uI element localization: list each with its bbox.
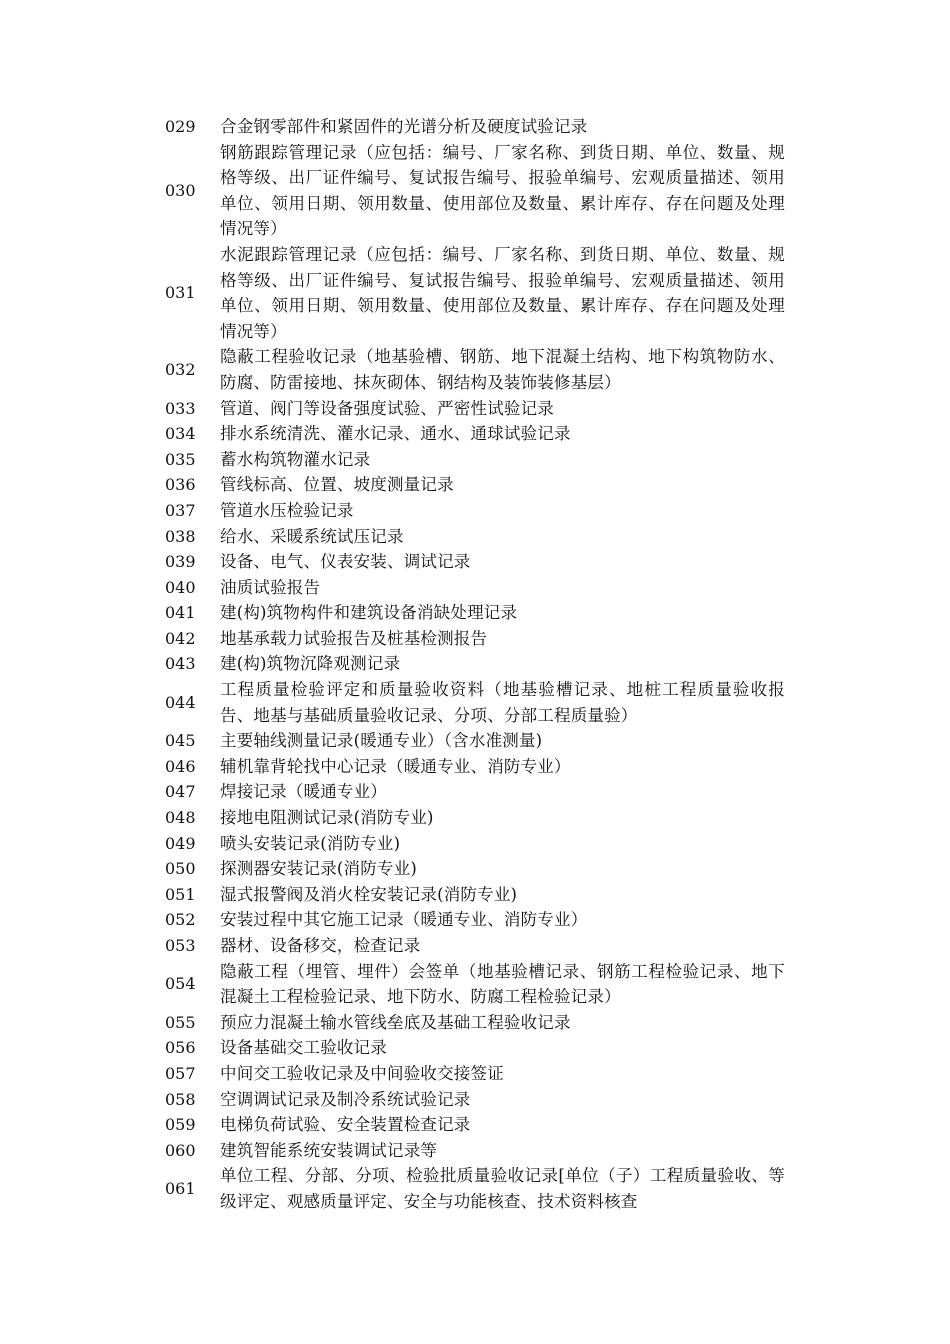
item-number: 046 — [165, 756, 196, 776]
item-number: 057 — [165, 1063, 196, 1083]
list-item — [165, 728, 805, 754]
item-text: 工程质量检验评定和质量验收资料（地基验槽记录、地桩工程质量验收报告、地基与基础质量验收记录、分项、分部工程质量验） — [220, 680, 785, 725]
item-number: 042 — [165, 628, 196, 648]
item-number: 045 — [165, 731, 196, 751]
item-number: 059 — [165, 1115, 196, 1135]
item-number: 035 — [165, 449, 196, 469]
item-number: 050 — [165, 859, 196, 879]
item-text: 建(构)筑物构件和建筑设备消缺处理记录 — [220, 603, 518, 623]
list-item — [165, 344, 805, 395]
item-text: 主要轴线测量记录(暖通专业）（含水准测量) — [220, 731, 543, 751]
item-text: 管线标高、位置、坡度测量记录 — [220, 475, 454, 495]
list-item — [165, 600, 805, 626]
list-item — [165, 805, 805, 831]
item-text: 隐蔽工程验收记录（地基验槽、钢筋、地下混凝土结构、地下构筑物防水、防腐、防雷接地、抹灰砌体、钢结构及装饰装修基层） — [220, 347, 785, 392]
item-number: 037 — [165, 500, 196, 520]
list-item — [165, 498, 805, 524]
item-text: 空调调试记录及制冷系统试验记录 — [220, 1089, 471, 1109]
item-text: 排水系统清洗、灌水记录、通水、通球试验记录 — [220, 424, 571, 444]
list-item — [165, 524, 805, 550]
list-item — [165, 472, 805, 498]
list-item — [165, 114, 805, 140]
item-number: 061 — [165, 1179, 196, 1199]
item-number: 053 — [165, 936, 196, 955]
list-item — [165, 421, 805, 447]
item-text: 喷头安装记录(消防专业) — [220, 833, 401, 853]
item-text: 钢筋跟踪管理记录（应包括：编号、厂家名称、到货日期、单位、数量、规格等级、出厂证件编号、复试报告编号、报验单编号、宏观质量描述、领用单位、领用日期、领用数量、使用部位及数量、累计库存、存在问题及处理情况等） — [220, 142, 785, 239]
item-text: 中间交工验收记录及中间验收交接签证 — [220, 1063, 504, 1083]
list-item — [165, 575, 805, 601]
item-number: 054 — [165, 974, 196, 994]
list-item — [165, 907, 805, 933]
list-item — [165, 1010, 805, 1036]
item-number: 041 — [165, 603, 196, 623]
list-item — [165, 1163, 805, 1214]
item-number: 031 — [165, 283, 196, 303]
list-item — [165, 651, 805, 677]
item-text: 设备、电气、仪表安装、调试记录 — [220, 552, 471, 572]
item-text: 焊接记录（暖通专业） — [220, 782, 387, 802]
item-number: 029 — [165, 117, 196, 136]
list-item — [165, 831, 805, 857]
list-item — [165, 1138, 805, 1164]
item-text: 接地电阻测试记录(消防专业) — [220, 808, 434, 828]
item-text: 安装过程中其它施工记录（暖通专业、消防专业） — [220, 910, 588, 930]
item-text: 单位工程、分部、分项、检验批质量验收记录[单位（子）工程质量验收、等级评定、观感质量评定、安全与功能核查、技术资料核查 — [220, 1166, 785, 1211]
list-item — [165, 1061, 805, 1087]
item-number: 032 — [165, 360, 196, 380]
item-number: 051 — [165, 884, 196, 904]
list-item — [165, 242, 805, 344]
list-item — [165, 677, 805, 728]
item-number: 052 — [165, 910, 196, 930]
item-number: 048 — [165, 808, 196, 828]
item-text: 合金钢零部件和紧固件的光谱分析及硬度试验记录 — [220, 117, 588, 136]
item-number: 039 — [165, 552, 196, 572]
item-text: 辅机靠背轮找中心记录（暖通专业、消防专业） — [220, 756, 571, 776]
list-item — [165, 1112, 805, 1138]
item-number: 043 — [165, 654, 196, 674]
item-number: 033 — [165, 398, 196, 418]
item-text: 管道水压检验记录 — [220, 500, 354, 520]
item-text: 设备基础交工验收记录 — [220, 1038, 387, 1058]
item-number: 034 — [165, 424, 196, 444]
item-number: 055 — [165, 1012, 196, 1032]
list-item — [165, 140, 805, 242]
list-item — [165, 447, 805, 473]
list-item — [165, 396, 805, 422]
list-item — [165, 754, 805, 780]
item-text: 建(构)筑物沉降观测记录 — [220, 654, 401, 674]
list-item — [165, 626, 805, 652]
list-item — [165, 1087, 805, 1113]
item-text: 地基承载力试验报告及桩基检测报告 — [220, 628, 488, 648]
item-number: 060 — [165, 1140, 196, 1160]
item-text: 管道、阀门等设备强度试验、严密性试验记录 — [220, 398, 554, 418]
list-item — [165, 933, 805, 959]
item-number: 047 — [165, 782, 196, 802]
item-text: 探测器安装记录(消防专业) — [220, 859, 417, 879]
item-text: 隐蔽工程（埋管、埋件）会签单（地基验槽记录、钢筋工程检验记录、地下混凝土工程检验记录、地下防水、防腐工程检验记录） — [220, 961, 785, 1007]
item-text: 预应力混凝土输水管线垒底及基础工程验收记录 — [220, 1012, 571, 1032]
item-number: 044 — [165, 692, 196, 712]
item-text: 油质试验报告 — [220, 577, 321, 597]
item-number: 030 — [165, 180, 196, 200]
item-text: 器材、设备移交，检查记录 — [220, 936, 421, 955]
item-text: 湿式报警阀及消火栓安装记录(消防专业) — [220, 884, 518, 904]
list-item — [165, 1035, 805, 1061]
list-item — [165, 549, 805, 575]
item-text: 电梯负荷试验、安全装置检查记录 — [220, 1115, 471, 1135]
item-text: 建筑智能系统安装调试记录等 — [220, 1140, 438, 1160]
item-text: 蓄水构筑物灌水记录 — [220, 449, 371, 469]
item-text: 给水、采暖系统试压记录 — [220, 526, 404, 546]
item-number: 049 — [165, 833, 196, 853]
item-number: 056 — [165, 1038, 196, 1058]
list-item — [165, 856, 805, 882]
record-list — [165, 114, 805, 1215]
item-text: 水泥跟踪管理记录（应包括：编号、厂家名称、到货日期、单位、数量、规格等级、出厂证件编号、复试报告编号、报验单编号、宏观质量描述、领用单位、领用日期、领用数量、使用部位及数量、累计库存、存在问题及处理情况等） — [220, 244, 785, 341]
list-item — [165, 959, 805, 1010]
item-number: 038 — [165, 526, 196, 546]
item-number: 058 — [165, 1089, 196, 1109]
item-number: 036 — [165, 475, 196, 495]
item-number: 040 — [165, 577, 196, 597]
list-item — [165, 779, 805, 805]
list-item — [165, 882, 805, 908]
